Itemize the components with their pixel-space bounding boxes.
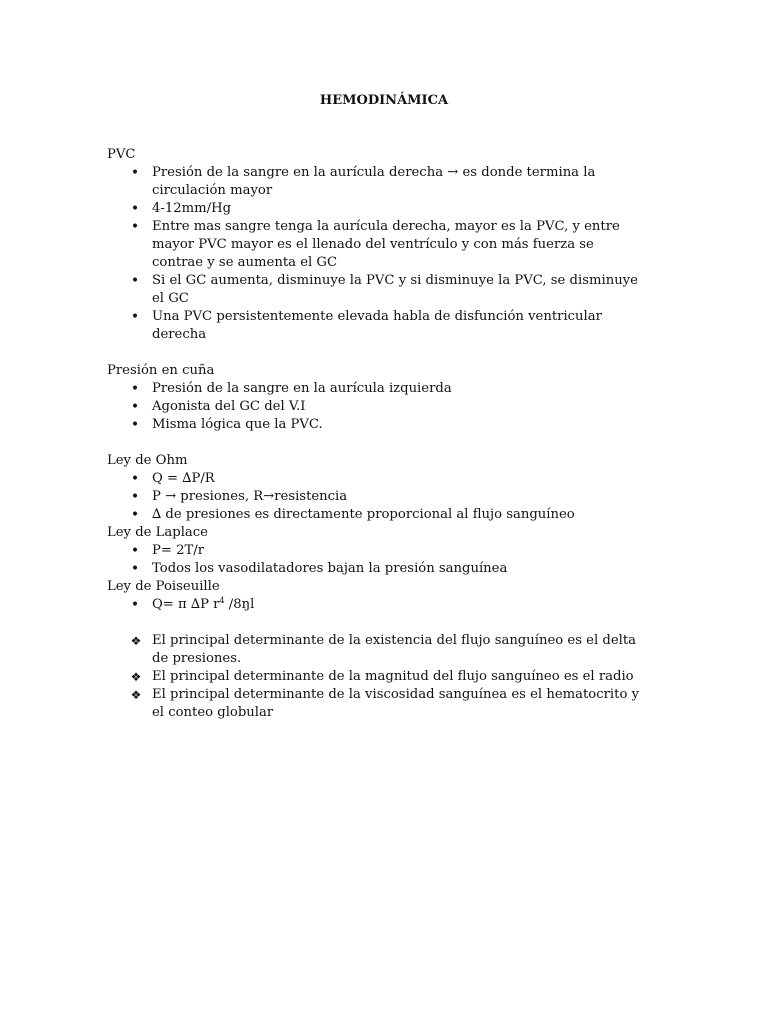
diamond-bullet-icon: ❖ [130,634,142,648]
key-point-text: El principal determinante de la magnitud del flujo sanguíneo es el radio [152,669,634,684]
list-item-text: Una PVC persistentemente elevada habla de disfunción ventricular derecha [152,309,602,342]
list-item [107,596,647,614]
key-point-text: El principal determinante de la viscosidad sanguínea es el hematocrito y el conteo globular [152,687,640,720]
poiseuille-formula [152,597,254,612]
bullet-icon: • [130,381,140,397]
list-item-text: Entre mas sangre tenga la aurícula derecha, mayor es la PVC, y entre mayor PVC mayor es el llenado del ventrículo y con más fuerza se contrae y se aumenta el GC [152,219,620,270]
list-item-text: Q = ∆P/R [152,471,215,486]
bullet-list [107,164,647,344]
bullet-icon: • [130,417,140,433]
list-item [107,470,647,488]
bullet-list [107,596,647,614]
diamond-bullet-icon: ❖ [130,688,142,702]
list-item-text: Si el GC aumenta, disminuye la PVC y si disminuye la PVC, se disminuye el GC [152,273,638,306]
diamond-bullet-icon: ❖ [130,670,142,684]
list-item [107,398,647,416]
key-point-text: El principal determinante de la existencia del flujo sanguíneo es el delta de presiones. [152,633,636,666]
list-item [107,506,647,524]
list-item [107,542,647,560]
section-heading: Ley de Ohm [107,453,188,468]
list-item-text: Agonista del GC del V.I [152,399,306,414]
list-item [107,560,647,578]
section-heading: Ley de Laplace [107,525,208,540]
formula-denominator: /8ŋl [224,597,255,612]
document-title: HEMODINÁMICA [319,93,449,108]
bullet-icon: • [130,597,140,613]
section-heading: Presión en cuña [107,363,215,378]
bullet-icon: • [130,399,140,415]
section-heading: Ley de Poiseuille [107,579,220,594]
list-item [107,164,647,200]
section-ley-de-poiseuille [107,578,647,614]
formula-base: Q= π ∆P r [152,597,220,612]
key-point-item [107,668,647,686]
bullet-list [107,542,647,578]
list-item-text: Misma lógica que la PVC. [152,417,323,432]
bullet-icon: • [130,165,140,181]
bullet-icon: • [130,507,140,523]
list-item-text: ∆ de presiones es directamente proporcional al flujo sanguíneo [152,507,575,522]
list-item-text: Presión de la sangre en la aurícula izquierda [152,381,452,396]
bullet-icon: • [130,309,140,325]
bullet-icon: • [130,201,140,217]
bullet-icon: • [130,219,140,235]
list-item [107,308,647,344]
list-item [107,200,647,218]
section-presion-en-cuna [107,362,647,434]
list-item [107,218,647,272]
list-item [107,416,647,434]
list-item [107,380,647,398]
list-item-text: P= 2T/r [152,543,205,558]
section-pvc [107,146,647,344]
list-item-text: Todos los vasodilatadores bajan la presión sanguínea [152,561,508,576]
key-points-list [107,632,647,722]
list-item-text: P → presiones, R→resistencia [152,489,348,504]
bullet-icon: • [130,273,140,289]
bullet-icon: • [130,543,140,559]
formula-exponent: 4 [219,596,225,605]
section-ley-de-ohm [107,452,647,524]
bullet-list [107,380,647,434]
bullet-icon: • [130,489,140,505]
section-heading: PVC [107,147,136,162]
bullet-list [107,470,647,524]
list-item-text: Presión de la sangre en la aurícula derecha → es donde termina la circulación mayor [152,165,596,198]
document-body [107,146,647,722]
bullet-icon: • [130,471,140,487]
list-item [107,272,647,308]
key-point-item [107,632,647,668]
list-item [107,488,647,506]
list-item-text: 4-12mm/Hg [152,201,232,216]
key-point-item [107,686,647,722]
bullet-icon: • [130,561,140,577]
section-ley-de-laplace [107,524,647,578]
